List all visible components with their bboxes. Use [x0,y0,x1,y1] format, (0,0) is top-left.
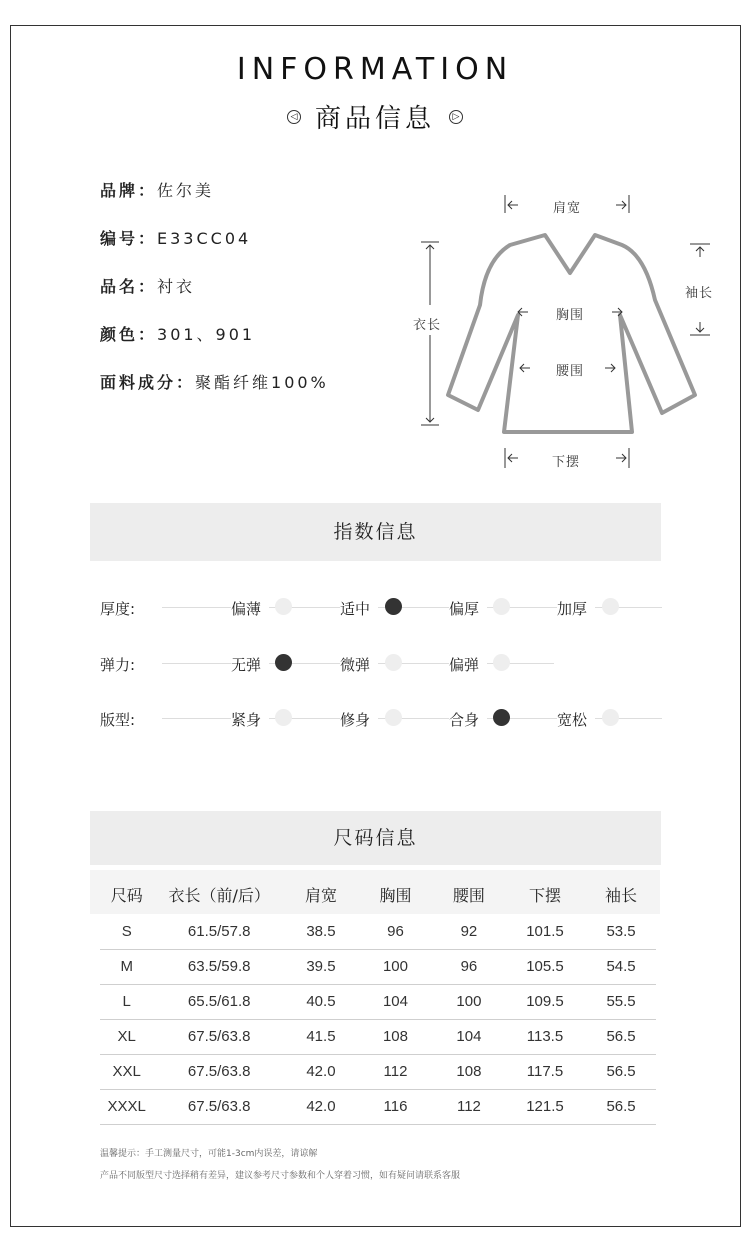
option-thin: 偏薄 [231,598,269,619]
index-section-title: 指数信息 [90,503,661,561]
table-cell: 53.5 [586,914,656,949]
table-cell: 56.5 [586,1089,656,1124]
option-extra-thick: 加厚 [557,598,595,619]
title-chinese [0,98,750,135]
info-code: 编号：E33CC04 [100,229,252,248]
note-measurement: 温馨提示：手工测量尺寸，可能1-3cm内误差，请谅解 [100,1149,318,1159]
table-cell: L [100,984,153,1019]
table-cell: XXXL [100,1089,153,1124]
table-cell: 108 [357,1019,434,1054]
col-sleeve: 袖长 [605,885,638,905]
table-cell: 55.5 [586,984,656,1019]
title-chinese-text: 商品信息 [314,104,435,134]
table-cell: 100 [434,984,504,1019]
size-table-header [100,874,656,914]
table-row [100,914,656,949]
table-row [100,984,656,1019]
table-cell: 92 [434,914,504,949]
table-cell: 96 [357,914,434,949]
dot-stretch [493,654,510,671]
table-cell: 100 [357,949,434,984]
label-sleeve: 袖长 [685,286,714,301]
table-cell: XXL [100,1054,153,1089]
index-label-thickness: 厚度: [100,600,136,618]
info-color: 颜色：301、901 [100,325,256,344]
option-tight: 紧身 [231,709,269,730]
col-length: 衣长（前/后） [168,885,270,905]
table-row [100,1054,656,1089]
table-cell: 63.5/59.8 [153,949,285,984]
table-cell: 38.5 [285,914,357,949]
col-size: 尺码 [110,885,143,905]
table-cell: 67.5/63.8 [153,1054,285,1089]
left-arrow-icon: ◁ [287,110,301,124]
dot-slim [385,709,402,726]
option-thick: 偏厚 [449,598,487,619]
col-waist: 腰围 [452,885,485,905]
index-label-elasticity: 弹力: [100,656,136,674]
col-shoulder: 肩宽 [304,885,337,905]
table-cell: 65.5/61.8 [153,984,285,1019]
col-chest: 胸围 [379,885,412,905]
size-section-title: 尺码信息 [90,811,661,865]
table-cell: 112 [434,1089,504,1124]
dot-medium-selected [385,598,402,615]
option-stretch: 偏弹 [449,654,487,675]
right-arrow-icon: ▷ [449,110,463,124]
option-loose: 宽松 [557,709,595,730]
table-cell: 108 [434,1054,504,1089]
table-cell: 54.5 [586,949,656,984]
table-cell: 40.5 [285,984,357,1019]
col-hem: 下摆 [528,885,561,905]
table-row [100,1019,656,1054]
info-name: 品名：衬衣 [100,277,196,296]
shirt-outline [448,235,695,432]
table-cell: S [100,914,153,949]
dot-regular-selected [493,709,510,726]
table-cell: 116 [357,1089,434,1124]
table-cell: 104 [434,1019,504,1054]
option-no-stretch: 无弹 [231,654,269,675]
option-medium: 适中 [340,598,378,619]
label-hem: 下摆 [552,455,581,470]
option-slim: 修身 [340,709,378,730]
table-cell: XL [100,1019,153,1054]
option-slight-stretch: 微弹 [340,654,378,675]
info-fabric: 面料成分：聚酯纤维100% [100,373,329,392]
label-length: 衣长 [413,318,442,333]
dot-slight-stretch [385,654,402,671]
info-brand: 品牌：佐尔美 [100,181,215,200]
label-waist: 腰围 [556,364,585,379]
dot-thick [493,598,510,615]
garment-diagram [400,185,720,475]
table-cell: 61.5/57.8 [153,914,285,949]
dot-thin [275,598,292,615]
table-cell: 42.0 [285,1054,357,1089]
table-cell: 121.5 [504,1089,586,1124]
table-cell: 41.5 [285,1019,357,1054]
option-regular: 合身 [449,709,487,730]
table-row [100,949,656,984]
table-cell: 113.5 [504,1019,586,1054]
table-cell: 109.5 [504,984,586,1019]
table-cell: 104 [357,984,434,1019]
table-cell: 42.0 [285,1089,357,1124]
label-chest: 胸围 [556,308,585,323]
table-cell: 96 [434,949,504,984]
dot-no-stretch-selected [275,654,292,671]
table-cell: 39.5 [285,949,357,984]
dot-loose [602,709,619,726]
label-shoulder: 肩宽 [553,201,582,216]
note-fit: 产品不同版型尺寸选择稍有差异，建议参考尺寸参数和个人穿着习惯，如有疑问请联系客服 [100,1171,461,1181]
table-cell: 105.5 [504,949,586,984]
table-cell: 67.5/63.8 [153,1089,285,1124]
title-english: INFORMATION [236,52,514,87]
dot-tight [275,709,292,726]
index-label-fit: 版型: [100,711,136,729]
dot-extra-thick [602,598,619,615]
table-row [100,1089,656,1124]
table-cell: 112 [357,1054,434,1089]
size-table [100,874,656,1125]
table-cell: 117.5 [504,1054,586,1089]
table-cell: 67.5/63.8 [153,1019,285,1054]
table-cell: 56.5 [586,1054,656,1089]
table-cell: M [100,949,153,984]
table-cell: 101.5 [504,914,586,949]
table-cell: 56.5 [586,1019,656,1054]
